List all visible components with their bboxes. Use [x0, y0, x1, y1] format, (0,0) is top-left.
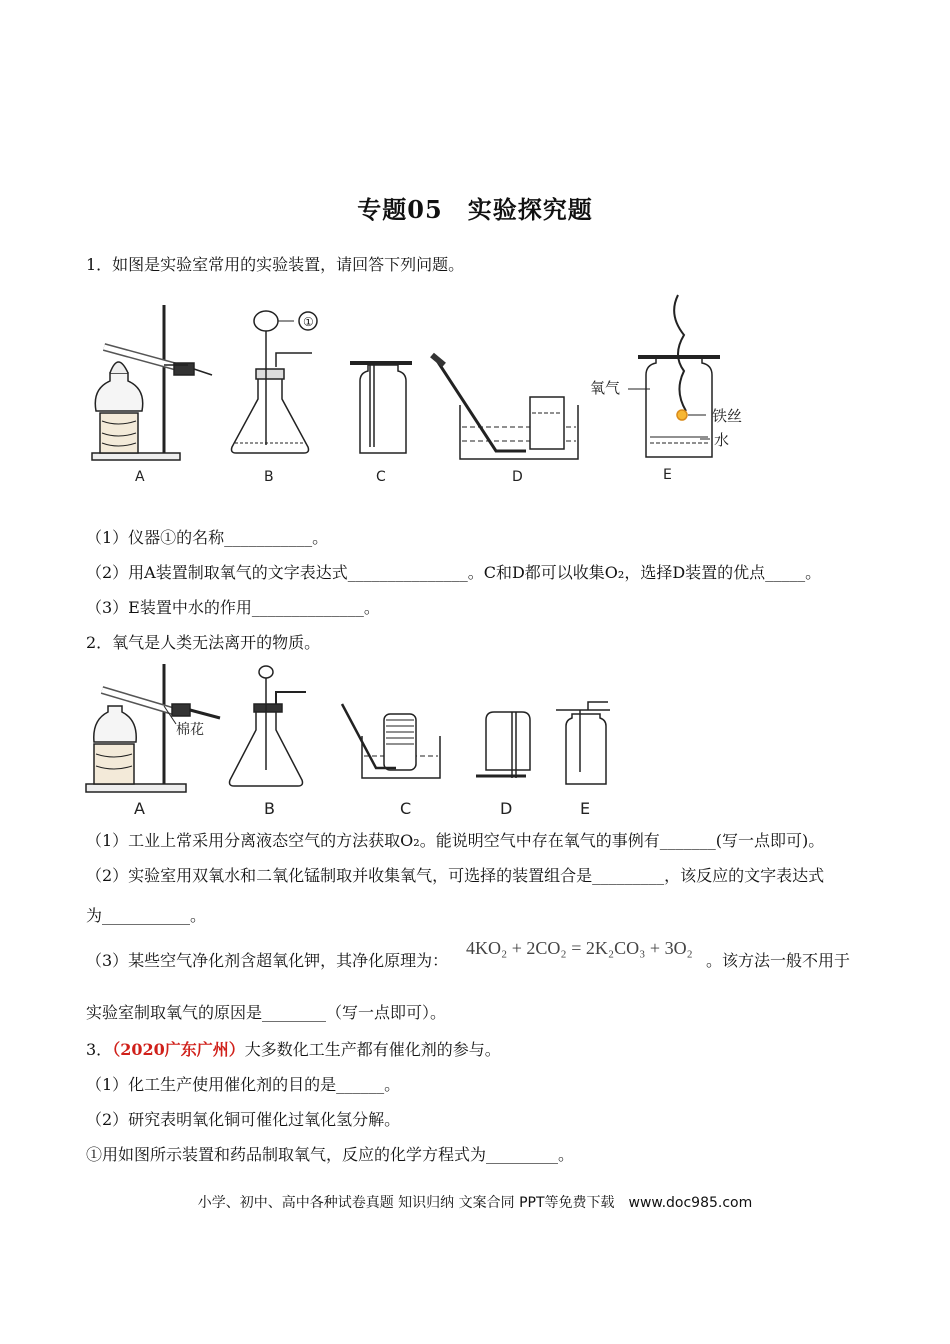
- q2-label-c: C: [400, 799, 412, 818]
- q2-label-e: E: [580, 799, 591, 818]
- q2-part3c: 实验室制取氧气的原因是________（写一点即可）。: [86, 1003, 447, 1022]
- q1-e-wire: 铁丝: [712, 407, 743, 425]
- page-footer: 小学、初中、高中各种试卷真题 知识归纳 文案合同 PPT等免费下载 www.doc985.com: [197, 1195, 753, 1211]
- apparatus-2c: [342, 704, 440, 778]
- q1-e-oxygen: 氧气: [590, 379, 621, 397]
- q2-label-d: D: [500, 799, 513, 818]
- apparatus-2d: [476, 712, 530, 778]
- q2-stem: 2．氧气是人类无法离开的物质。: [86, 633, 321, 652]
- apparatus-e: [628, 295, 720, 457]
- apparatus-c: [350, 363, 412, 453]
- q2-label-b: B: [264, 799, 275, 818]
- q3-part1: （1）化工生产使用催化剂的目的是______。: [86, 1075, 401, 1094]
- q2-part3a: （3）某些空气净化剂含超氧化钾，其净化原理为：: [86, 951, 449, 970]
- apparatus-d: [432, 355, 578, 459]
- page-title: 专题05 实验探究题: [357, 195, 593, 224]
- q3-part3: ①用如图所示装置和药品制取氧气，反应的化学方程式为_________。: [86, 1145, 575, 1164]
- q1-part3: （3）E装置中水的作用______________。: [86, 598, 380, 617]
- q2-label-a: A: [134, 799, 145, 818]
- apparatus-b: [232, 311, 318, 453]
- q2-cotton: 棉花: [176, 722, 204, 738]
- q1-label-d: D: [512, 469, 523, 485]
- q1-label-a: A: [135, 469, 145, 485]
- q2-part1: （1）工业上常采用分离液态空气的方法获取O₂。能说明空气中存在氧气的事例有_______(写一点即可)。: [86, 831, 825, 850]
- q1-label-c: C: [376, 469, 386, 485]
- q1-label-e: E: [663, 467, 672, 483]
- q1-stem: 1．如图是实验室常用的实验装置，请回答下列问题。: [86, 255, 465, 274]
- q2-part3b: 。该方法一般不用于: [706, 951, 851, 970]
- q1-figure: [80, 285, 800, 490]
- q1-label-b: B: [264, 469, 274, 485]
- q2-figure: [80, 660, 640, 820]
- apparatus-2b: [230, 666, 307, 786]
- apparatus-2e: [556, 702, 610, 784]
- q3-stem: 大多数化工生产都有催化剂的参与。: [244, 1040, 501, 1059]
- q3-number: 3．: [86, 1040, 113, 1059]
- q2-equation: 4KO₂ + 2CO₂ = 2K₂CO₃ + 3O₂: [466, 938, 693, 958]
- q2-part2a: （2）实验室用双氧水和二氧化锰制取并收集氧气，可选择的装置组合是_________，该反应的文字表达式: [86, 866, 825, 885]
- q1-marker: ①: [303, 315, 314, 329]
- q3-source: （2020广东广州）: [112, 1040, 245, 1059]
- q3-part2: （2）研究表明氧化铜可催化过氧化氢分解。: [86, 1110, 401, 1129]
- apparatus-a: [92, 305, 212, 460]
- q1-part1: （1）仪器①的名称___________。: [86, 528, 329, 547]
- q1-e-water: 水: [714, 431, 730, 449]
- q2-part2b: 为___________。: [86, 906, 207, 925]
- q1-part2: （2）用A装置制取氧气的文字表达式_______________。C和D都可以收集O₂，选择D装置的优点_____。: [86, 563, 822, 582]
- q3-stem-line: [86, 1037, 501, 1060]
